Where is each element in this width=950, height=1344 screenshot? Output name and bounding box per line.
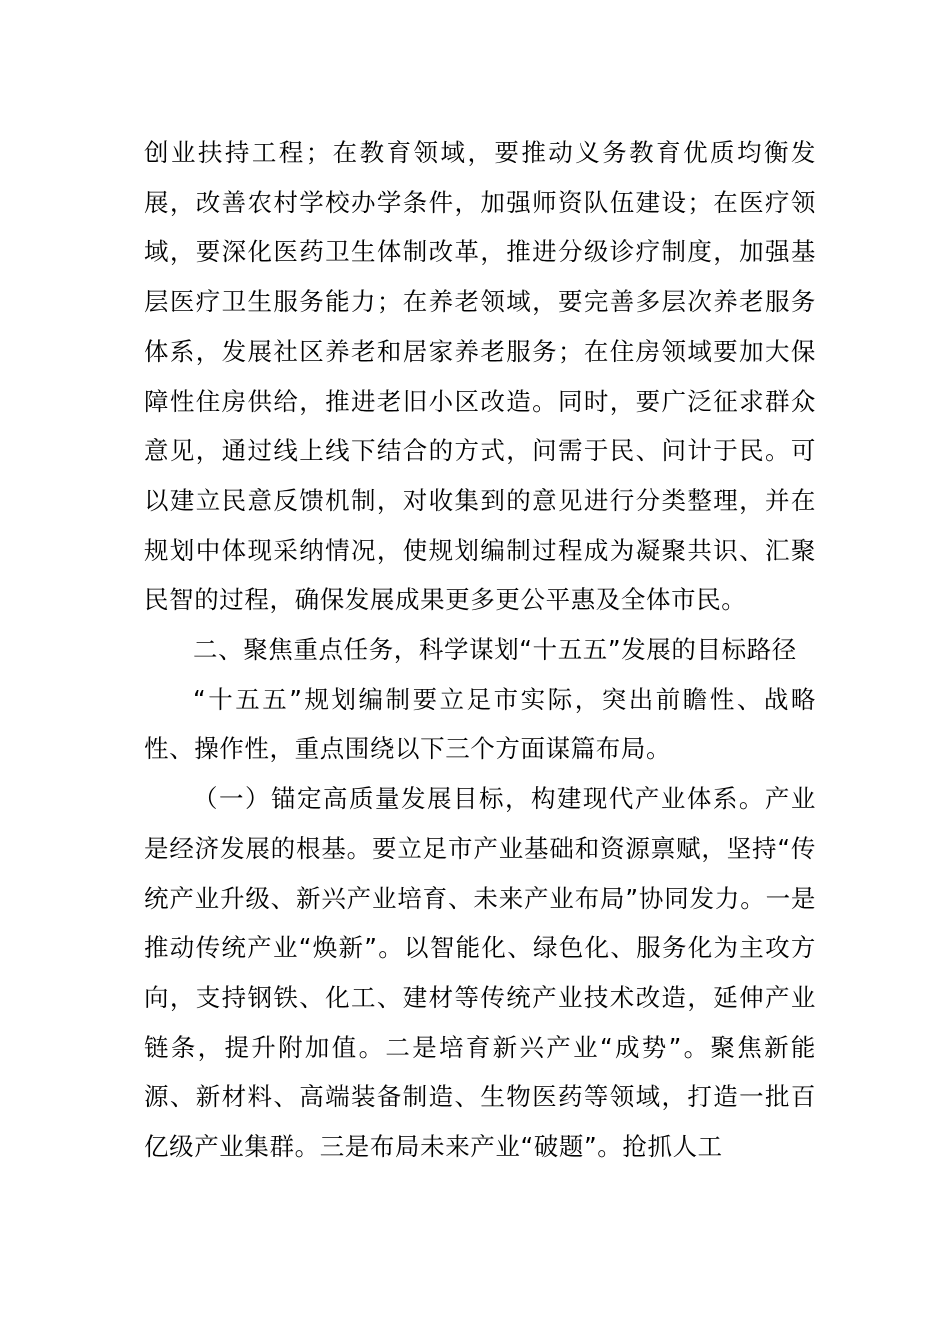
body-paragraph: （一）锚定高质量发展目标，构建现代产业体系。产业是经济发展的根基。要立足市产业基础和资源禀赋，坚持“传统产业升级、新兴产业培育、未来产业布局”协同发力。一是推动传统产业“焕新”。以智能化、绿色化、服务化为主攻方向，支持钢铁、化工、建材等传统产业技术改造，延伸产业链条，提升附加值。二是培育新兴产业“成势”。聚焦新能源、新材料、高端装备制造、生物医药等领域，打造一批百亿级产业集群。三是布局未来产业“破题”。抢抓人工 <box>144 784 816 1162</box>
section-heading: 二、聚焦重点任务，科学谋划“十五五”发展的目标路径 <box>193 635 797 665</box>
document-body <box>144 128 816 1172</box>
body-paragraph: “十五五”规划编制要立足市实际，突出前瞻性、战略性、操作性，重点围绕以下三个方面谋篇布局。 <box>144 684 816 764</box>
body-paragraph: 创业扶持工程；在教育领域，要推动义务教育优质均衡发展，改善农村学校办学条件，加强师资队伍建设；在医疗领域，要深化医药卫生体制改革，推进分级诊疗制度，加强基层医疗卫生服务能力；在养老领域，要完善多层次养老服务体系，发展社区养老和居家养老服务；在住房领域要加大保障性住房供给，推进老旧小区改造。同时，要广泛征求群众意见，通过线上线下结合的方式，问需于民、问计于民。可以建立民意反馈机制，对收集到的意见进行分类整理，并在规划中体现采纳情况，使规划编制过程成为凝聚共识、汇聚民智的过程，确保发展成果更多更公平惠及全体市民。 <box>144 138 816 615</box>
